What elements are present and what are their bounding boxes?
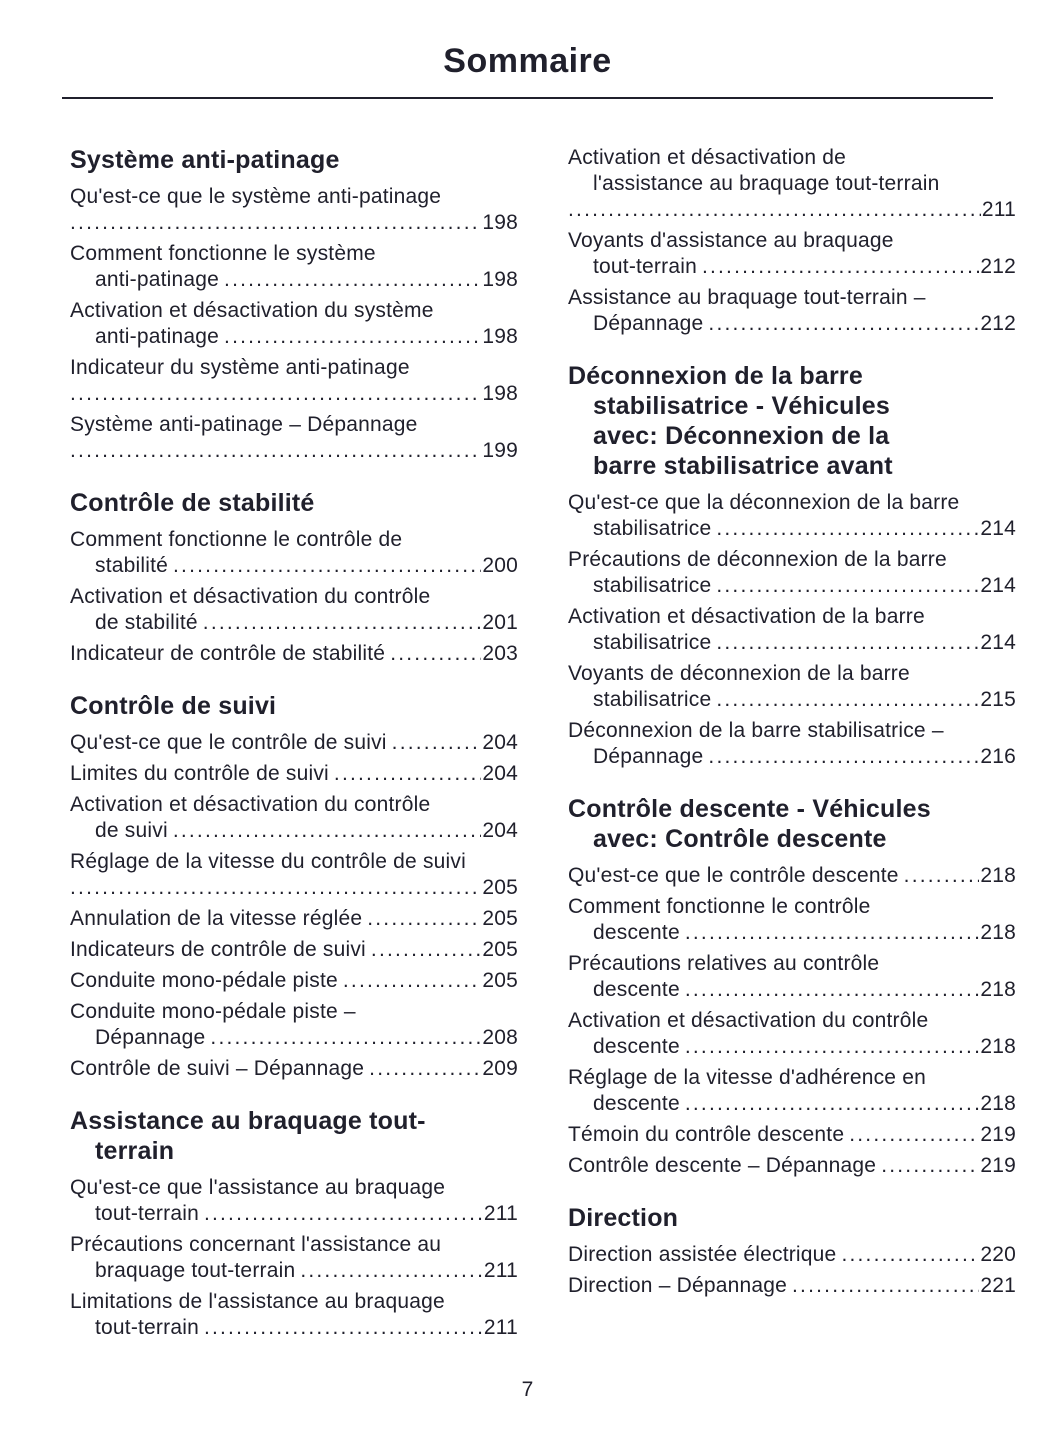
toc-entry-text: tout-terrain [95, 1202, 199, 1225]
toc-entry-line: Qu'est-ce que l'assistance au braquage [70, 1176, 446, 1199]
toc-entry-text: Indicateurs de contrôle de suivi [70, 938, 366, 961]
section-heading-line: Contrôle de suivi [70, 692, 277, 720]
toc-entry-page-number: 218 [980, 978, 1016, 1001]
toc-entry-line: Réglage de la vitesse du contrôle de suivi [70, 850, 466, 873]
toc-entry-last-line [568, 687, 1016, 713]
toc-entry-page-number: 211 [483, 1202, 518, 1225]
toc-entry-text: Dépannage [593, 745, 704, 768]
toc-entry-page-number: 214 [980, 574, 1016, 597]
section-heading-line: terrain [95, 1137, 175, 1165]
toc-entry-page-number: 216 [980, 745, 1016, 768]
toc-entry [70, 1175, 518, 1227]
toc-section [70, 691, 518, 1082]
toc-entry-last-line [568, 1034, 1016, 1060]
toc-entry-page-number: 218 [980, 921, 1016, 944]
toc-entry [568, 1065, 1016, 1117]
toc-entry-page-number: 214 [980, 631, 1016, 654]
section-heading-line: stabilisatrice - Véhicules [593, 392, 890, 420]
section-heading-line: Contrôle de stabilité [70, 489, 315, 517]
toc-entry-page-number: 203 [482, 642, 518, 665]
toc-entry-page-number: 204 [482, 819, 518, 842]
toc-entry-last-line [568, 630, 1016, 656]
section-heading [568, 361, 1016, 481]
toc-entry-page-number: 218 [980, 864, 1016, 887]
toc-entry-line: Assistance au braquage tout-terrain – [568, 286, 926, 309]
toc-entry-text: Témoin du contrôle descente [568, 1123, 845, 1146]
toc-entry-page-number: 215 [980, 688, 1016, 711]
dot-leader [224, 324, 481, 350]
toc-entry-last-line [70, 1315, 518, 1341]
dot-leader [702, 254, 979, 280]
section-heading-line: avec: Déconnexion de la [593, 422, 890, 450]
dot-leader [70, 438, 481, 464]
dot-leader [203, 610, 482, 636]
toc-section [568, 794, 1016, 1179]
page-title: Sommaire [443, 42, 612, 80]
dot-leader [390, 641, 481, 667]
dot-leader [210, 1025, 481, 1051]
dot-leader [173, 553, 481, 579]
toc-entry [568, 145, 1016, 223]
toc-entry-line: Activation et désactivation du contrôle [70, 585, 431, 608]
section-heading-line: barre stabilisatrice avant [593, 452, 893, 480]
toc-entry-last-line [70, 210, 518, 236]
toc-entry-page-number: 198 [482, 268, 518, 291]
toc-entry-line: Indicateur du système anti-patinage [70, 356, 410, 379]
toc-entry-page-number: 198 [482, 325, 518, 348]
dot-leader [70, 381, 481, 407]
section-heading-line: Système anti-patinage [70, 146, 340, 174]
dot-leader [841, 1242, 979, 1268]
toc-entry [70, 241, 518, 293]
toc-entry [70, 184, 518, 236]
toc-entry-text: stabilisatrice [593, 517, 712, 540]
toc-entry-page-number: 198 [482, 382, 518, 405]
toc-entry-line: Voyants d'assistance au braquage [568, 229, 894, 252]
toc-entry [70, 1056, 518, 1082]
toc-entry-last-line [70, 968, 518, 994]
toc-section [70, 1106, 518, 1341]
toc-entry-text: descente [593, 978, 680, 1001]
dot-leader [371, 937, 481, 963]
dot-leader [716, 516, 979, 542]
toc-entry-text: descente [593, 921, 680, 944]
toc-entry-line: Voyants de déconnexion de la barre [568, 662, 910, 685]
toc-entry [568, 285, 1016, 337]
toc-entry-page-number: 219 [980, 1123, 1016, 1146]
dot-leader [367, 906, 481, 932]
toc-entry-last-line [568, 516, 1016, 542]
toc-entry-text: de stabilité [95, 611, 198, 634]
toc-entry [568, 1008, 1016, 1060]
toc-entry-line: Précautions de déconnexion de la barre [568, 548, 947, 571]
dot-leader [369, 1056, 481, 1082]
dot-leader [204, 1201, 483, 1227]
toc-entry-last-line [568, 1273, 1016, 1299]
toc-entry-line: Comment fonctionne le système [70, 242, 376, 265]
toc-section [568, 1203, 1016, 1299]
toc-entry-text: Indicateur de contrôle de stabilité [70, 642, 386, 665]
toc-entry-text: tout-terrain [95, 1316, 199, 1339]
toc-entry-last-line [568, 1242, 1016, 1268]
toc-entry [70, 937, 518, 963]
toc-entry-last-line [568, 197, 1016, 223]
toc-entry-page-number: 198 [482, 211, 518, 234]
dot-leader [173, 818, 482, 844]
section-heading [70, 691, 518, 721]
toc-entry-text: anti-patinage [95, 268, 220, 291]
toc-entry [70, 412, 518, 464]
toc-entry [70, 298, 518, 350]
toc-entry-last-line [70, 1258, 518, 1284]
toc-entry [70, 761, 518, 787]
toc-entry-last-line [568, 1122, 1016, 1148]
toc-entry [70, 849, 518, 901]
toc-entry [70, 355, 518, 407]
dot-leader [716, 630, 979, 656]
toc-entry-page-number: 200 [482, 554, 518, 577]
dot-leader [716, 573, 979, 599]
toc-entry-last-line [568, 573, 1016, 599]
toc-entry-line: Comment fonctionne le contrôle [568, 895, 871, 918]
dot-leader [70, 875, 481, 901]
toc-entry-last-line [70, 761, 518, 787]
toc-entry [568, 894, 1016, 946]
dot-leader [849, 1122, 979, 1148]
dot-leader [300, 1258, 483, 1284]
toc-entry-line: Comment fonctionne le contrôle de [70, 528, 403, 551]
toc-entry [568, 604, 1016, 656]
toc-entry-text: stabilisatrice [593, 631, 712, 654]
toc-entry-page-number: 205 [482, 938, 518, 961]
toc-columns [0, 99, 1055, 1346]
toc-entry [70, 584, 518, 636]
toc-entry-text: Annulation de la vitesse réglée [70, 907, 363, 930]
section-heading-line: Déconnexion de la barre [568, 362, 863, 390]
dot-leader [685, 1034, 980, 1060]
toc-entry-line: Activation et désactivation du système [70, 299, 434, 322]
toc-entry-line: Conduite mono-pédale piste – [70, 1000, 356, 1023]
dot-leader [70, 210, 481, 236]
toc-entry-line: Précautions relatives au contrôle [568, 952, 880, 975]
toc-entry-line: Système anti-patinage – Dépannage [70, 413, 418, 436]
toc-entry-last-line [568, 1153, 1016, 1179]
toc-entry-page-number: 211 [483, 1316, 518, 1339]
toc-entry-line: Réglage de la vitesse d'adhérence en [568, 1066, 926, 1089]
toc-entry-page-number: 211 [483, 1259, 518, 1282]
toc-entry [568, 1242, 1016, 1268]
toc-entry-text: de suivi [95, 819, 168, 842]
toc-entry-page-number: 218 [980, 1092, 1016, 1115]
toc-entry-text: descente [593, 1092, 680, 1115]
section-heading [70, 145, 518, 175]
toc-entry-line: Activation et désactivation de la barre [568, 605, 925, 628]
toc-entry-page-number: 208 [482, 1026, 518, 1049]
toc-entry-last-line [70, 641, 518, 667]
toc-entry-page-number: 218 [980, 1035, 1016, 1058]
toc-entry-page-number: 211 [981, 198, 1016, 221]
toc-entry [70, 968, 518, 994]
toc-column-right [568, 145, 1016, 1346]
toc-entry-text: tout-terrain [593, 255, 697, 278]
toc-entry-page-number: 214 [980, 517, 1016, 540]
toc-entry [568, 863, 1016, 889]
toc-entry [70, 906, 518, 932]
toc-entry-page-number: 221 [980, 1274, 1016, 1297]
dot-leader [685, 1091, 980, 1117]
toc-entry-page-number: 201 [482, 611, 518, 634]
toc-entry [568, 547, 1016, 599]
toc-entry-text: Direction – Dépannage [568, 1274, 788, 1297]
toc-entry-last-line [70, 1056, 518, 1082]
dot-leader [881, 1153, 979, 1179]
toc-section [70, 488, 518, 667]
toc-entry-page-number: 205 [482, 876, 518, 899]
section-heading-line: Assistance au braquage tout- [70, 1107, 426, 1135]
toc-entry-line: Activation et désactivation du contrôle [568, 1009, 929, 1032]
toc-entry-last-line [70, 324, 518, 350]
section-heading [70, 1106, 518, 1166]
toc-entry [568, 228, 1016, 280]
toc-entry-line: Qu'est-ce que la déconnexion de la barre [568, 491, 960, 514]
toc-entry-last-line [70, 267, 518, 293]
toc-column-left [70, 145, 518, 1346]
toc-entry-text: stabilisatrice [593, 688, 712, 711]
toc-entry-last-line [70, 610, 518, 636]
toc-entry [70, 730, 518, 756]
toc-entry-text: braquage tout-terrain [95, 1259, 296, 1282]
dot-leader [392, 730, 482, 756]
toc-section [568, 145, 1016, 337]
toc-entry-last-line [70, 730, 518, 756]
toc-entry [568, 1122, 1016, 1148]
toc-entry-last-line [568, 863, 1016, 889]
dot-leader [334, 761, 481, 787]
dot-leader [343, 968, 481, 994]
toc-entry-page-number: 205 [482, 969, 518, 992]
toc-entry [568, 1153, 1016, 1179]
dot-leader [792, 1273, 979, 1299]
toc-entry-text: Conduite mono-pédale piste [70, 969, 338, 992]
toc-entry-text: descente [593, 1035, 680, 1058]
dot-leader [708, 744, 979, 770]
toc-entry-line: Qu'est-ce que le système anti-patinage [70, 185, 442, 208]
section-heading [568, 1203, 1016, 1233]
toc-entry-text: Qu'est-ce que le contrôle descente [568, 864, 899, 887]
toc-entry-text: Dépannage [593, 312, 704, 335]
toc-entry-page-number: 212 [980, 312, 1016, 335]
page-number: 7 [521, 1378, 534, 1401]
toc-entry-text: Contrôle de suivi – Dépannage [70, 1057, 365, 1080]
toc-entry-last-line [568, 1091, 1016, 1117]
toc-entry [568, 951, 1016, 1003]
dot-leader [224, 267, 481, 293]
toc-entry-last-line [568, 311, 1016, 337]
toc-entry-text: stabilité [95, 554, 169, 577]
toc-entry-line: Limitations de l'assistance au braquage [70, 1290, 445, 1313]
toc-entry [568, 1273, 1016, 1299]
toc-section [568, 361, 1016, 770]
toc-entry [70, 999, 518, 1051]
toc-entry-last-line [70, 381, 518, 407]
toc-entry [568, 718, 1016, 770]
section-heading [568, 794, 1016, 854]
toc-entry-page-number: 212 [980, 255, 1016, 278]
toc-entry-last-line [568, 920, 1016, 946]
toc-entry-last-line [70, 1201, 518, 1227]
toc-entry [70, 1232, 518, 1284]
toc-entry-page-number: 199 [482, 439, 518, 462]
dot-leader [716, 687, 979, 713]
toc-entry-line: Activation et désactivation de [568, 146, 846, 169]
toc-entry-text: Limites du contrôle de suivi [70, 762, 329, 785]
toc-entry-last-line [568, 744, 1016, 770]
toc-entry-page-number: 209 [482, 1057, 518, 1080]
toc-entry [568, 661, 1016, 713]
toc-entry [70, 1289, 518, 1341]
toc-entry-last-line [568, 977, 1016, 1003]
toc-entry-page-number: 204 [482, 731, 518, 754]
dot-leader [204, 1315, 483, 1341]
dot-leader [685, 977, 980, 1003]
toc-entry-line: l'assistance au braquage tout-terrain [593, 172, 940, 195]
toc-entry-last-line [70, 818, 518, 844]
toc-entry-text: Direction assistée électrique [568, 1243, 837, 1266]
toc-entry [70, 792, 518, 844]
toc-entry-text: Dépannage [95, 1026, 206, 1049]
toc-entry-last-line [70, 438, 518, 464]
dot-leader [904, 863, 980, 889]
dot-leader [708, 311, 979, 337]
toc-entry [70, 527, 518, 579]
toc-entry-page-number: 204 [482, 762, 518, 785]
toc-entry-line: Activation et désactivation du contrôle [70, 793, 431, 816]
section-heading-line: avec: Contrôle descente [593, 825, 887, 853]
section-heading-line: Contrôle descente - Véhicules [568, 795, 931, 823]
toc-entry-page-number: 219 [980, 1154, 1016, 1177]
toc-entry-last-line [568, 254, 1016, 280]
toc-entry-last-line [70, 875, 518, 901]
toc-entry-line: Déconnexion de la barre stabilisatrice – [568, 719, 944, 742]
toc-entry [70, 641, 518, 667]
toc-entry [568, 490, 1016, 542]
toc-entry-text: Contrôle descente – Dépannage [568, 1154, 877, 1177]
toc-entry-last-line [70, 937, 518, 963]
dot-leader [568, 197, 981, 223]
section-heading [70, 488, 518, 518]
section-heading-line: Direction [568, 1204, 679, 1232]
toc-entry-last-line [70, 553, 518, 579]
dot-leader [685, 920, 980, 946]
toc-entry-text: stabilisatrice [593, 574, 712, 597]
toc-entry-page-number: 220 [980, 1243, 1016, 1266]
toc-entry-text: Qu'est-ce que le contrôle de suivi [70, 731, 387, 754]
toc-section [70, 145, 518, 464]
toc-entry-last-line [70, 1025, 518, 1051]
toc-entry-line: Précautions concernant l'assistance au [70, 1233, 442, 1256]
toc-entry-text: anti-patinage [95, 325, 220, 348]
toc-entry-page-number: 205 [482, 907, 518, 930]
toc-entry-last-line [70, 906, 518, 932]
